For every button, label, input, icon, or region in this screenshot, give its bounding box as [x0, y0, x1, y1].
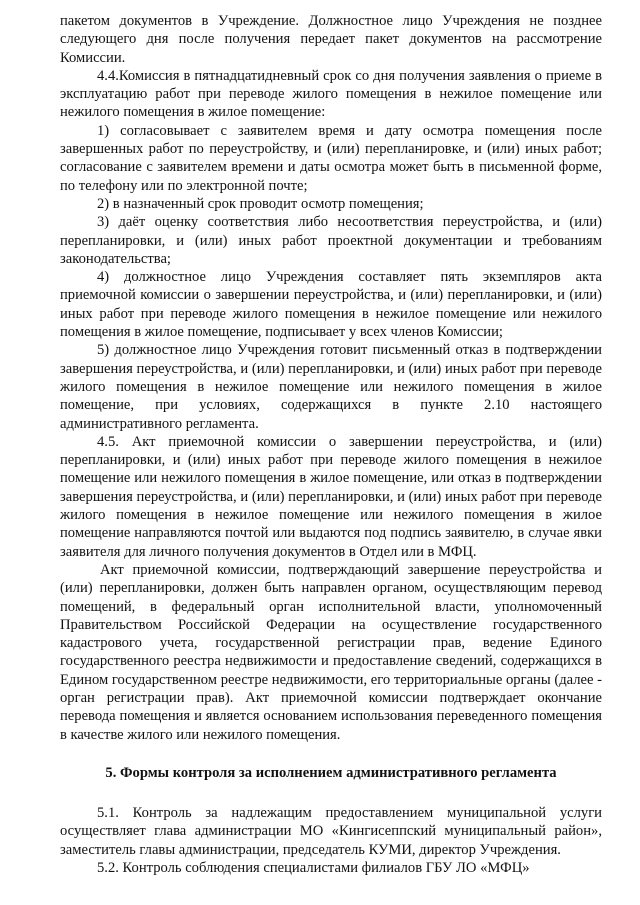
paragraph-4-4: 4.4.Комиссия в пятнадцатидневный срок со дня получения заявления о приеме в эксплуатацию работ при переводе жилого помещения в нежилое помещение или нежилого помещения в жилое помещение: [60, 67, 602, 121]
paragraph-continuation: пакетом документов в Учреждение. Должностное лицо Учреждения не позднее следующего дня после получения передает пакет документов на рассмотрение Комиссии. [60, 13, 602, 66]
list-item-3: 3) даёт оценку соответствия либо несоответствия переустройства, и (или) перепланировки, и (или) иных работ проектной документации и требованиям законодательства; [60, 214, 602, 267]
paragraph-5-2: 5.2. Контроль соблюдения специалистами филиалов ГБУ ЛО «МФЦ» [97, 860, 530, 877]
paragraph-5-1: 5.1. Контроль за надлежащим предоставлением муниципальной услуги осуществляет глава администрации МО «Кингисеппский муниципальный район», заместитель главы администрации, председатель КУМИ, директор Учреждения. [60, 805, 602, 858]
paragraph-4-5: 4.5. Акт приемочной комиссии о завершении переустройства, и (или) перепланировки, и (или) иных работ при переводе жилого помещения в нежилое помещение или нежилого помещения в жилое помещение, или отказ в подтверждении завершения переустройства, и (или) перепланировки, и (или) иных работ при переводе жилого помещения в нежилое помещение или нежилого помещения в жилое помещение направляются почтой или выдаются под подпись заявителю, в случае явки заявителя для личного получения документов в Отдел или в МФЦ. [60, 433, 602, 560]
list-item-2: 2) в назначенный срок проводит осмотр помещения; [97, 195, 424, 212]
list-item-4: 4) должностное лицо Учреждения составляет пять экземпляров акта приемочной комиссии о завершении переустройства, и (или) перепланировки, и (или) иных работ при переводе жилого помещения в нежилое помещение или нежилого помещения в жилое помещение, подписывает у всех членов Комиссии; [60, 269, 602, 341]
paragraph-act-registration: Акт приемочной комиссии, подтверждающий завершение переустройства и (или) перепланировки, должен быть направлен органом, осуществляющим перевод помещений, в федеральный орган исполнительной власти, уполномоченный Правительством Российской Федерации на осуществление государственного кадастрового учета, государственной регистрации прав, ведение Единого государственного реестра недвижимости и предоставление сведений, содержащихся в Едином государственном реестре недвижимости, его территориальные органы (далее - орган регистрации прав). Акт приемочной комиссии подтверждает окончание перевода помещения и является основанием использования переведенного помещения в качестве жилого или нежилого помещения. [60, 561, 602, 743]
section-heading: 5. Формы контроля за исполнением административного регламента [105, 764, 557, 781]
list-item-5: 5) должностное лицо Учреждения готовит письменный отказ в подтверждении завершения переустройства, и (или) перепланировки, и (или) иных работ при переводе жилого помещения в нежилое помещение или нежилого помещения в жилое помещение, при условиях, содержащихся в пункте 2.10 настоящего административного регламента. [60, 342, 602, 432]
list-item-1: 1) согласовывает с заявителем время и дату осмотра помещения после завершенных работ по переустройству, и (или) перепланировке, и (или) иных работ; согласование с заявителем времени и даты осмотра может быть в письменной форме, по телефону или по электронной почте; [60, 122, 602, 194]
